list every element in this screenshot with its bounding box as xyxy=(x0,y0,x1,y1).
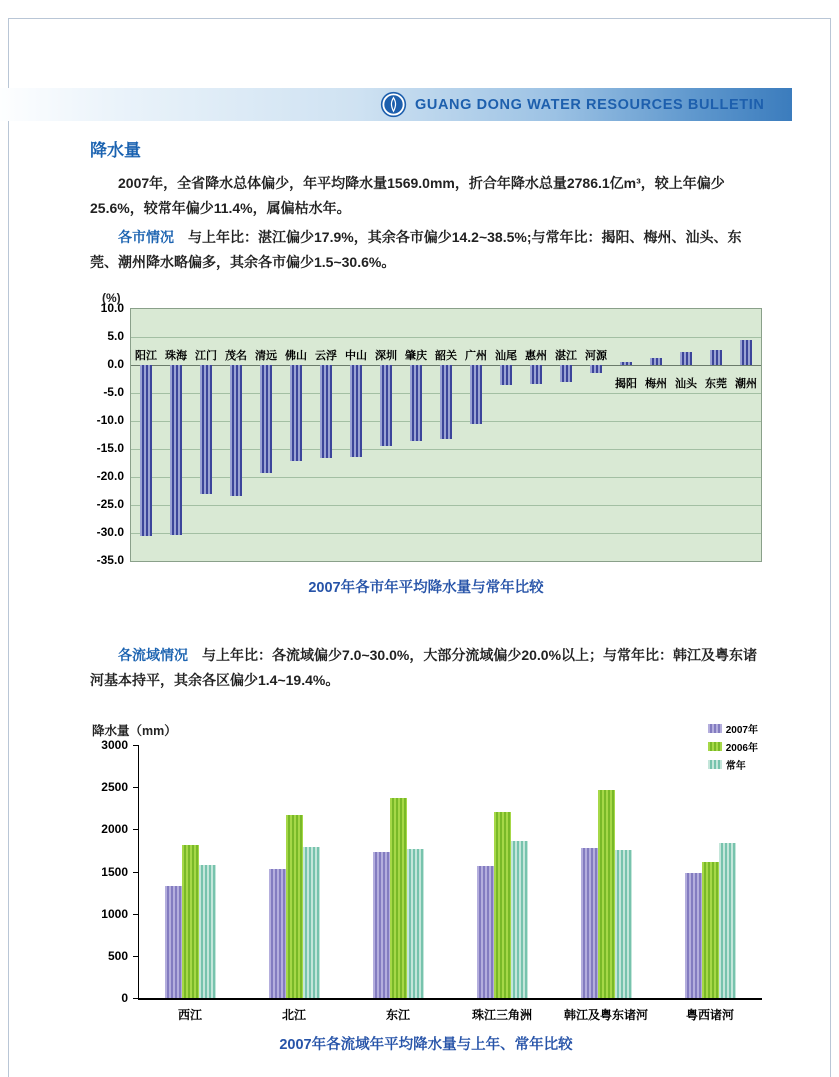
basin-bar xyxy=(269,869,286,998)
city-label: 云浮 xyxy=(315,350,337,362)
city-label: 珠海 xyxy=(164,350,187,362)
y-tick-label: -20.0 xyxy=(96,469,124,483)
city-label: 韶关 xyxy=(435,350,457,362)
axis-tick xyxy=(133,914,139,915)
axis-tick xyxy=(133,829,139,830)
axis-tick xyxy=(133,745,139,746)
cities-text: 与上年比：湛江偏少17.9%，其余各市偏少14.2~38.5%;与常年比：揭阳、梅州、汕头、东莞、潮州降水略偏多，其余各市偏少1.5~30.6%。 xyxy=(90,229,742,270)
main-content xyxy=(90,136,762,1054)
y-tick-label: -5.0 xyxy=(103,385,124,399)
city-label: 惠州 xyxy=(525,350,547,362)
x-category-label: 粤西诸河 xyxy=(685,1008,734,1022)
basin-precipitation-chart xyxy=(90,721,762,1054)
city-precipitation-chart xyxy=(90,291,762,597)
city-bar xyxy=(440,365,452,439)
basin-bar xyxy=(182,845,199,998)
city-label: 深圳 xyxy=(374,350,397,362)
axis-tick xyxy=(133,998,139,999)
y-tick-label: 10.0 xyxy=(100,301,124,315)
city-bar xyxy=(710,350,722,365)
chart2-y-axis-title: 降水量（mm） xyxy=(92,724,177,738)
gridline xyxy=(131,477,761,478)
legend-label: 2007年 xyxy=(725,725,758,736)
city-label: 阳江 xyxy=(135,350,157,362)
city-bar xyxy=(200,365,212,494)
gridline xyxy=(131,337,761,338)
city-label: 东莞 xyxy=(705,378,727,390)
basin-bar xyxy=(615,850,632,998)
basin-bar xyxy=(199,865,216,998)
y-tick-label: -35.0 xyxy=(96,553,124,567)
axis-tick xyxy=(133,956,139,957)
city-label: 揭阳 xyxy=(615,378,637,390)
chart2-legend xyxy=(708,721,758,775)
city-label: 佛山 xyxy=(284,350,307,362)
section-title: 降水量 xyxy=(90,141,141,160)
basin-bar xyxy=(390,798,407,998)
city-bar xyxy=(740,340,752,365)
legend-item xyxy=(708,757,758,772)
header-banner xyxy=(0,88,792,121)
y-tick-label: 500 xyxy=(107,948,128,963)
basin-bar xyxy=(477,866,494,998)
city-label: 汕头 xyxy=(675,378,697,390)
city-label: 湛江 xyxy=(555,350,577,362)
city-bar xyxy=(650,358,662,365)
city-bar xyxy=(260,365,272,473)
y-tick-label: 3000 xyxy=(101,738,128,752)
axis-tick xyxy=(133,787,139,788)
legend-label: 常年 xyxy=(725,761,746,772)
basin-bar xyxy=(286,815,303,998)
cities-label: 各市情况 xyxy=(118,229,174,245)
city-bar xyxy=(140,365,152,536)
legend-label: 2006年 xyxy=(725,743,758,754)
y-tick-label: 1000 xyxy=(101,906,128,921)
y-tick-label: 2500 xyxy=(101,780,128,795)
city-bar xyxy=(590,365,602,373)
chart2-yaxis xyxy=(90,738,138,1005)
city-bar xyxy=(410,365,422,441)
gridline xyxy=(131,533,761,534)
city-bar xyxy=(320,365,332,458)
chart1-y-axis-title: (%) xyxy=(102,291,121,305)
legend-swatch-icon xyxy=(708,742,722,751)
y-tick-label: 5.0 xyxy=(107,329,124,343)
city-bar xyxy=(500,365,512,385)
axis-tick xyxy=(133,872,139,873)
basin-bar xyxy=(702,862,719,998)
city-label: 广州 xyxy=(465,350,487,362)
y-tick-label: -10.0 xyxy=(96,413,124,427)
city-bar xyxy=(170,365,182,535)
city-bar xyxy=(230,365,242,496)
legend-swatch-icon xyxy=(708,760,722,769)
city-bar xyxy=(620,362,632,365)
city-label: 中山 xyxy=(345,350,367,362)
x-category-label: 东江 xyxy=(385,1008,410,1022)
city-bar xyxy=(380,365,392,446)
y-tick-label: 2000 xyxy=(101,822,128,837)
basin-bar xyxy=(685,873,702,998)
cities-paragraph xyxy=(90,225,762,275)
city-label: 茂名 xyxy=(224,350,247,362)
city-label: 江门 xyxy=(195,350,217,362)
y-tick-label: 0.0 xyxy=(107,357,124,371)
basins-text: 与上年比：各流域偏少7.0~30.0%，大部分流域偏少20.0%以上；与常年比：韩江及粤东诸河基本持平，其余各区偏少1.4~19.4%。 xyxy=(90,647,758,688)
basin-bar xyxy=(494,812,511,998)
y-tick-label: 0 xyxy=(121,991,128,1005)
basin-bar xyxy=(719,843,736,998)
city-label: 河源 xyxy=(585,350,607,362)
chart1-caption: 2007年各市年平均降水量与常年比较 xyxy=(308,580,544,596)
legend-swatch-icon xyxy=(708,724,722,733)
x-category-label: 珠江三角洲 xyxy=(471,1008,532,1022)
city-label: 梅州 xyxy=(645,378,667,390)
chart1-body xyxy=(90,301,762,567)
basin-bar xyxy=(373,852,390,998)
basin-bar xyxy=(407,849,424,998)
water-resources-logo-icon xyxy=(380,91,407,118)
basin-bar xyxy=(303,847,320,998)
banner-title: GUANG DONG WATER RESOURCES BULLETIN xyxy=(415,96,765,113)
banner-content xyxy=(380,91,764,118)
y-tick-label: -30.0 xyxy=(96,525,124,539)
city-bar xyxy=(470,365,482,424)
legend-item xyxy=(708,739,758,754)
basin-bar xyxy=(581,848,598,998)
chart2-plot xyxy=(138,745,762,1000)
x-category-label: 韩江及粤东诸河 xyxy=(563,1008,648,1022)
basins-paragraph xyxy=(90,643,762,693)
city-bar xyxy=(530,365,542,384)
chart2-caption: 2007年各流域年平均降水量与上年、常年比较 xyxy=(279,1037,573,1053)
y-tick-label: 1500 xyxy=(101,864,128,879)
x-category-label: 北江 xyxy=(281,1008,306,1022)
gridline xyxy=(131,449,761,450)
overview-paragraph xyxy=(90,171,762,221)
chart1-yaxis xyxy=(90,301,130,567)
city-bar xyxy=(680,352,692,365)
city-bar xyxy=(350,365,362,457)
basin-bar xyxy=(598,790,615,998)
basin-bar xyxy=(511,841,528,998)
chart1-plot xyxy=(130,308,762,562)
x-category-label: 西江 xyxy=(177,1008,202,1022)
city-label: 肇庆 xyxy=(405,350,427,362)
chart2-xlabels xyxy=(138,1006,762,1023)
gridline xyxy=(131,505,761,506)
legend-item xyxy=(708,721,758,736)
city-label: 潮州 xyxy=(735,378,757,390)
basin-bar xyxy=(165,886,182,998)
city-bar xyxy=(290,365,302,461)
city-label: 汕尾 xyxy=(495,350,517,362)
y-tick-label: -25.0 xyxy=(96,497,124,511)
y-tick-label: -15.0 xyxy=(96,441,124,455)
city-label: 清远 xyxy=(255,350,277,362)
chart2-body xyxy=(90,738,762,1005)
basins-label: 各流域情况 xyxy=(118,647,188,663)
city-bar xyxy=(560,365,572,382)
overview-text: 2007年，全省降水总体偏少，年平均降水量1569.0mm，折合年降水总量2786.1亿m³，较上年偏少25.6%，较常年偏少11.4%，属偏枯水年。 xyxy=(90,175,725,216)
